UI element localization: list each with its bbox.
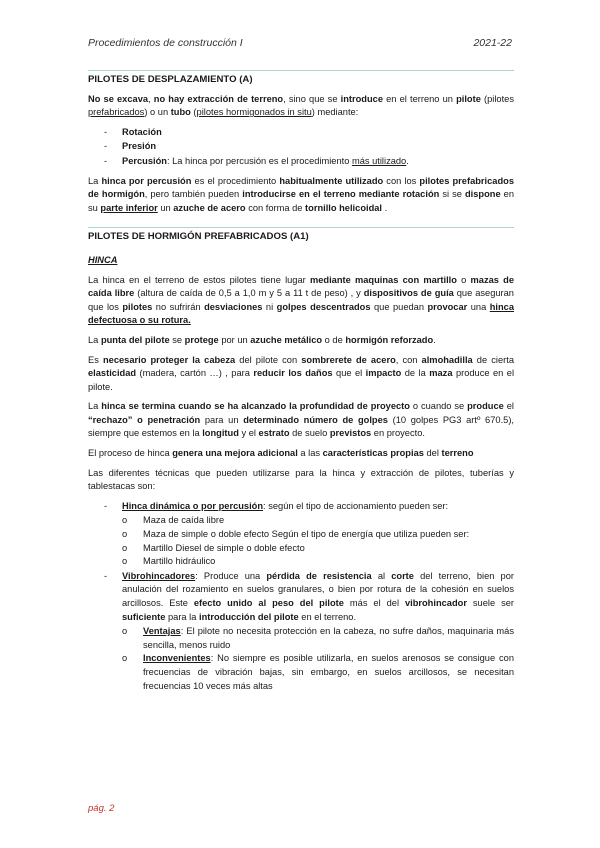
text-run: Inconvenientes xyxy=(143,653,211,664)
text-run: del pilote con xyxy=(235,354,302,365)
text-run: tubo xyxy=(170,107,191,118)
paragraph xyxy=(88,175,514,216)
text-run: para la xyxy=(165,611,199,622)
text-run: pilotes prefabricados de hormigón xyxy=(88,175,514,200)
text-run: pilote xyxy=(456,93,481,104)
text-run: introducirse en el terreno mediante rotación xyxy=(242,189,440,200)
text-run: pérdida de resistencia xyxy=(266,570,372,581)
text-run: Maza de simple o doble efecto Según el tipo de energía que utiliza pueden ser: xyxy=(143,529,470,540)
text-run: produce xyxy=(467,401,504,412)
text-run: ni xyxy=(262,301,277,312)
list-item: - Vibrohincadores: Produce una pérdida de resistencia al corte del terreno, bien por anulación del rozamiento en suelos granulares, o bien por rotura de la cohesión en suelos arcillosos. Este efecto unido al peso del pilote más el del vibrohincador suele ser suficiente para la introducción del pilote en el terreno. o Ventajas: El pilote no necesita protección en la cabeza, no sufre daños, maquinaria más sencilla, menos ruido o Inconvenientes: No siempre es posible utilizarla, en suelos arenosos se consigue con frecuencias de vibración bajas, sin embargo, en suelos arcillosos, se necesitan frecuencias 10 veces más altas xyxy=(88,570,514,693)
subsection-title-hinca: HINCA xyxy=(88,254,118,265)
text-run: mazas de caída libre xyxy=(88,274,515,299)
text-run: Las diferentes técnicas que pueden utilizarse para la hinca y extracción de pilotes, tuberías y tablestacas son: xyxy=(88,467,514,492)
text-run: Vibrohincadores xyxy=(122,570,196,581)
text-run: hinca se termina cuando se ha alcanzado la profundidad de proyecto xyxy=(101,401,410,412)
sublist xyxy=(88,514,514,568)
text-run: desviaciones xyxy=(204,301,263,312)
text-run: Presión xyxy=(122,141,157,152)
text-run: : No siempre es posible utilizarla, en suelos arenosos se consigue con frecuencias de vibración bajas, sin embargo, en suelos arcillosos, se necesitan frecuencias 10 veces más altas xyxy=(143,653,514,691)
text-run: : según el tipo de accionamiento pueden ser: xyxy=(263,500,449,511)
text-run: : El pilote no necesita protección en la cabeza, no sufre daños, maquinaria más sencilla, menos ruido xyxy=(143,626,514,650)
text-run: reducir los daños xyxy=(253,368,333,379)
text-run: no sufrirán xyxy=(152,301,205,312)
paragraph xyxy=(88,467,514,494)
text-run: mediante maquinas con martillo xyxy=(309,274,457,285)
text-run: estrato xyxy=(258,428,290,439)
text-run: produce en el pilote. xyxy=(88,368,515,392)
text-run: de la xyxy=(401,368,430,379)
text-run: (altura de caída de 0,5 a 1,0 m y 5 a 11 t de peso) , y xyxy=(134,288,364,299)
text-run: al xyxy=(371,570,392,581)
sublist-item: o Martillo Diesel de simple o doble efecto xyxy=(122,542,305,553)
text-run: , xyxy=(148,93,154,104)
list-item: - Presión xyxy=(104,141,157,152)
text-run: golpes descentrados xyxy=(276,301,371,312)
text-run: suficiente xyxy=(122,611,166,622)
text-run: por un xyxy=(218,334,251,345)
paragraph xyxy=(88,400,514,441)
text-run: determinado número de golpes xyxy=(243,414,388,425)
text-run: provocar xyxy=(427,301,468,312)
text-run: La xyxy=(88,401,102,412)
text-run: o cuando se xyxy=(409,401,468,412)
text-run: Ventajas xyxy=(143,626,181,637)
text-run: pilotes xyxy=(122,301,153,312)
text-run: dispone xyxy=(464,189,501,200)
text-run: La xyxy=(88,175,102,186)
sublist-item: o Ventajas: El pilote no necesita protección en la cabeza, no sufre daños, maquinaria más sencilla, menos ruido xyxy=(122,626,514,650)
text-run: azuche de acero xyxy=(173,202,246,213)
text-run: necesario proteger la cabeza xyxy=(102,354,236,365)
text-run: Hinca dinámica o por percusión xyxy=(122,500,264,511)
text-run: más utilizado xyxy=(351,155,407,166)
text-run: tornillo helicoidal xyxy=(305,202,383,213)
text-run: el xyxy=(503,401,514,412)
text-run: no hay extracción de terreno xyxy=(153,93,284,104)
text-run: prefabricados xyxy=(88,107,145,118)
text-run: que puedan xyxy=(370,301,428,312)
text-run: dispositivos de guía xyxy=(363,288,454,299)
text-run: punta del pilote xyxy=(100,334,170,345)
text-run: introducción del pilote xyxy=(199,611,299,622)
text-run: : La hinca por percusión es el procedimiento xyxy=(166,155,352,166)
text-run: de cierta xyxy=(472,354,514,365)
text-run: maza xyxy=(429,368,453,379)
list-item: - Rotación xyxy=(104,126,162,137)
text-run: y el xyxy=(238,428,259,439)
text-run: del xyxy=(423,448,442,459)
text-run: (madera, cartón …) , para xyxy=(136,368,254,379)
text-run: o xyxy=(456,274,471,285)
text-run: protege xyxy=(184,334,219,345)
sublist-item: o Maza de simple o doble efecto Según el tipo de energía que utiliza pueden ser: xyxy=(122,529,470,540)
technique-list xyxy=(88,500,514,693)
paragraph xyxy=(88,447,514,461)
text-run: más el del xyxy=(343,598,405,608)
text-run: es el procedimiento xyxy=(191,175,280,186)
sublist-item: o Martillo hidráulico xyxy=(122,556,216,567)
text-run: habitualmente utilizado xyxy=(279,175,384,186)
text-run: terreno xyxy=(441,448,474,459)
text-run: (pilotes xyxy=(480,93,514,104)
text-run: . xyxy=(406,155,409,166)
text-run: impacto xyxy=(365,368,402,379)
text-run: en el terreno un xyxy=(383,93,457,104)
text-run: si se xyxy=(439,189,465,200)
text-run: hinca por percusión xyxy=(101,175,192,186)
text-run: almohadilla xyxy=(421,354,473,365)
text-run: La xyxy=(88,334,101,345)
text-run: ( xyxy=(190,107,197,118)
list-item: - Hinca dinámica o por percusión: según el tipo de accionamiento pueden ser: o Maza de caída libre o Maza de simple o doble efecto Según el tipo de energía que utiliza pueden ser: o Martillo Diesel de simple o doble efecto o Martillo hidráulico xyxy=(88,500,514,569)
section-title-desplazamiento: PILOTES DE DESPLAZAMIENTO (A) xyxy=(88,70,514,87)
text-run: en el terreno. xyxy=(298,611,357,622)
text-run: introduce xyxy=(340,93,383,104)
paragraph xyxy=(88,274,514,328)
text-run: se xyxy=(169,334,185,345)
text-run: Percusión xyxy=(122,155,167,166)
text-run: una xyxy=(467,301,490,312)
sublist-item: o Inconvenientes: No siempre es posible utilizarla, en suelos arenosos se consigue con frecuencias de vibración bajas, sin embargo, en suelos arcillosos, se necesitan frecuencias 10 veces más altas xyxy=(122,653,514,691)
paragraph xyxy=(88,334,514,348)
text-run: hinca defectuosa o su rotura. xyxy=(88,301,515,326)
text-run: No se excava xyxy=(88,93,149,104)
text-run: Maza de caída libre xyxy=(143,515,225,526)
header-year: 2021-22 xyxy=(473,37,512,49)
text-run: que el xyxy=(332,368,366,379)
text-run: longitud xyxy=(202,428,239,439)
text-run: con forma de xyxy=(245,202,306,213)
page-number: pág. 2 xyxy=(88,803,115,814)
text-run: corte xyxy=(391,570,414,581)
text-run: azuche metálico xyxy=(250,334,323,345)
text-run: elasticidad xyxy=(88,368,137,379)
text-run: parte inferior xyxy=(100,202,158,213)
text-run: o de xyxy=(322,334,346,345)
text-run: Es xyxy=(88,354,103,365)
text-run: ) o un xyxy=(144,107,171,118)
text-run: hormigón reforzado xyxy=(345,334,434,345)
paragraph xyxy=(88,93,514,120)
text-run: Martillo Diesel de simple o doble efecto xyxy=(143,542,305,553)
text-run: Rotación xyxy=(122,126,162,137)
text-run: suele ser xyxy=(466,598,514,608)
text-run: . xyxy=(433,334,436,345)
text-run: del terreno, bien por anulación del rozamiento en suelos granulares, o bien por rotura de la cohesión en suelos arcillosos. Este xyxy=(122,570,514,608)
text-run: sombrerete de acero xyxy=(301,354,396,365)
text-run: a las xyxy=(297,448,323,459)
text-run: , sino que se xyxy=(283,93,341,104)
sublist xyxy=(88,625,514,693)
text-run: ) mediante: xyxy=(311,107,359,118)
text-run: para un xyxy=(200,414,244,425)
text-run: que aseguran que los xyxy=(88,288,514,312)
section-title-prefabricados: PILOTES DE HORMIGÓN PREFABRICADOS (A1) xyxy=(88,227,514,244)
text-run: vibrohincador xyxy=(404,598,467,608)
text-run: . xyxy=(382,202,388,213)
text-run: con los xyxy=(383,175,420,186)
text-run: El proceso de hinca xyxy=(88,448,173,459)
text-run: : Produce una xyxy=(195,570,267,581)
text-run: características propias xyxy=(322,448,424,459)
text-run: un xyxy=(157,202,174,213)
document-body xyxy=(88,70,514,694)
text-run: genera una mejora adicional xyxy=(172,448,298,459)
text-run: “rechazo” o penetración xyxy=(88,414,201,425)
sublist-item: o Maza de caída libre xyxy=(122,515,225,526)
text-run: de suelo xyxy=(289,428,330,439)
text-run: , pero también pueden xyxy=(144,189,243,200)
text-run: , con xyxy=(395,354,422,365)
text-run: (10 golpes PG3 artº 670.5), siempre que estemos en la xyxy=(88,414,514,439)
method-list xyxy=(88,126,514,169)
list-item: - Percusión: La hinca por percusión es el procedimiento más utilizado. xyxy=(104,155,409,166)
text-run: efecto unido al peso del pilote xyxy=(193,598,344,608)
text-run: La hinca en el terreno de estos pilotes tiene lugar xyxy=(88,274,310,285)
text-run: Martillo hidráulico xyxy=(143,556,216,567)
text-run: pilotes hormigonados in situ xyxy=(196,107,312,118)
header-course-title: Procedimientos de construcción I xyxy=(88,37,243,49)
paragraph xyxy=(88,354,514,395)
text-run: en proyecto. xyxy=(371,428,425,439)
text-run: previstos xyxy=(329,428,372,439)
text-run: en su xyxy=(88,189,514,213)
